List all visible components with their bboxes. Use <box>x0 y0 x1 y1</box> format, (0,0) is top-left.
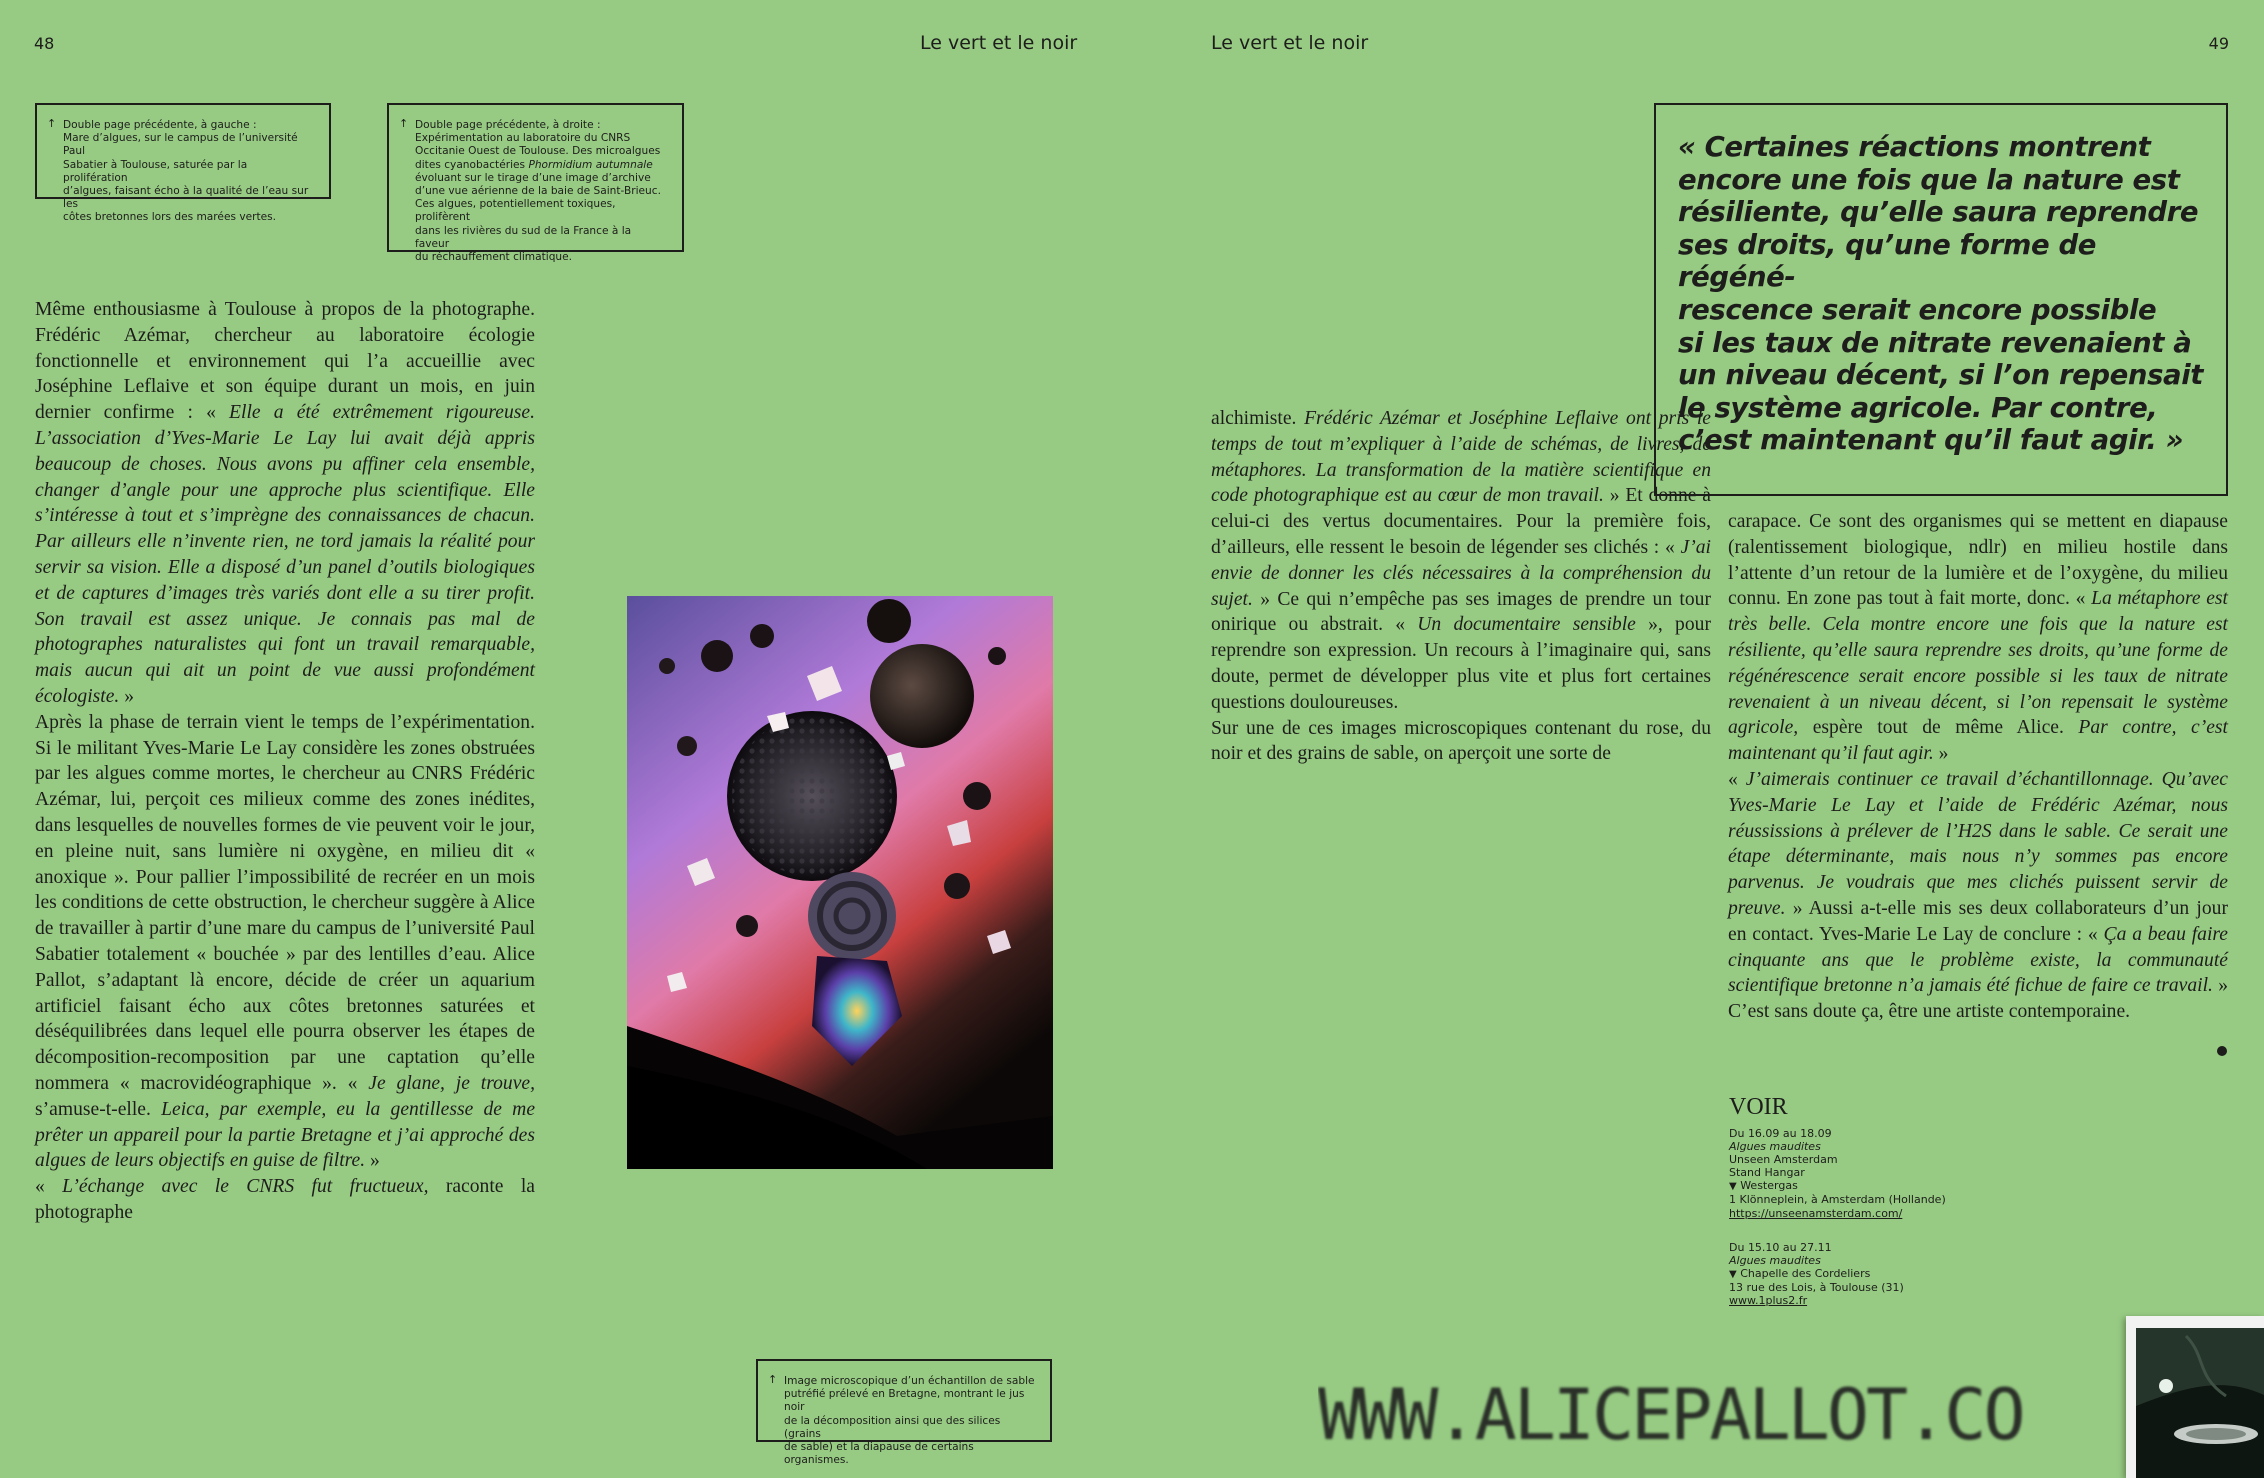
event-toulouse <box>1729 1241 2029 1307</box>
event-address: 13 rue des Lois, à Toulouse (31) <box>1729 1280 1904 1294</box>
voir-section <box>1729 1094 2029 1307</box>
map-pin-icon: ▼ <box>1729 1181 1737 1193</box>
up-arrow-icon: ↑ <box>768 1373 778 1386</box>
right-running-head: Le vert et le noir <box>1211 32 1369 54</box>
caption-text: Double page précédente, à droite : Expérimentation au laboratoire du CNRS Occitanie Ouest de Toulouse. Des microalgues dites cyanobactéries Phormidium autumnale évoluant sur le tirage d’une image d’archive d’une vue aérienne de la baie de Saint-Brieuc. Ces algues, potentiellement toxiques, prolifèrent dans les rivières du sud de la France à la faveur du réchauffement climatique. <box>415 119 661 264</box>
body-column-4 <box>1728 509 2228 1025</box>
event-stand: Stand Hangar <box>1729 1166 1805 1180</box>
website-banner <box>1318 1360 2128 1478</box>
map-pin-icon: ▼ <box>1729 1268 1737 1280</box>
event-dates: Du 16.09 au 18.09 <box>1729 1127 1832 1140</box>
voir-title: VOIR <box>1729 1094 1788 1120</box>
event-dates: Du 15.10 au 27.11 <box>1729 1240 1832 1254</box>
event-venue: Unseen Amsterdam <box>1729 1153 1838 1167</box>
up-arrow-icon: ↑ <box>399 117 409 130</box>
event-link[interactable]: www.1plus2.fr <box>1729 1294 1808 1308</box>
up-arrow-icon: ↑ <box>47 117 57 130</box>
event-location: ▼ Westergas <box>1729 1179 1798 1193</box>
left-running-head: Le vert et le noir <box>920 32 1078 54</box>
body-paragraph: Même enthousiasme à Toulouse à propos de la photographe. Frédéric Azémar, chercheur au laboratoire écologie fonctionnelle et environnement qui l’a accueillie avec Joséphine Leflaive et son équipe durant un mois, en juin dernier confirme : « Elle a été extrêmement rigoureuse. L’association d’Yves-Marie Le Lay lui avait déjà appris beaucoup de choses. Nous avons pu affiner cela ensemble, changer d’angle pour une approche plus scientifique. Elle s’intéresse à tout et s’imprègne des connaissances de chacun. Par ailleurs elle n’invente rien, ne tord jamais la réalité pour servir sa vision. Elle a disposé d’un panel d’outils biologiques et de captures d’images très variés dont elle a su tirer profit. Son travail est assez unique. Je connais pas mal de photographes naturalistes qui font un travail remarquable, mais aucun qui ait un point de vue aussi profondément écologiste. » <box>35 299 535 707</box>
website-banner-text: WWW.ALICEPALLOT.CO <box>1318 1374 2023 1456</box>
caption-text: Image microscopique d’un échantillon de sable putréfié prélevé en Bretagne, montrant le jus noir de la décomposition ainsi que des silices (grains de sable) et la diapause de certains organismes. <box>784 1375 1035 1467</box>
body-paragraph: « J’aimerais continuer ce travail d’échantillonnage. Qu’avec Yves-Marie Le Lay et l’aide de Frédéric Azémar, nous réussissions à prélever de l’H2S dans le sable. Ce serait une étape déterminante, mais nous n’y sommes pas encore parvenus. Je voudrais que mes clichés puissent servir de preuve. » Aussi a-t-elle mis ses deux collaborateurs d’un jour en contact. Yves-Marie Le Lay de conclure : « Ça a beau faire cinquante ans que le problème existe, la communauté scientifique bretonne n’a jamais été fichue de faire ce travail. » C’est sans doute ça, être une artiste contemporaine. <box>1728 768 2228 1023</box>
event-link[interactable]: https://unseenamsterdam.com/ <box>1729 1206 1903 1220</box>
pull-quote-text: « Certaines réactions montrent encore une fois que la nature est résiliente, qu’elle saura reprendre ses droits, qu’une forme de régéné- rescence serait encore possible si les taux de nitrate revenaient à un niveau décent, si l’on repensait le système agricole. Par contre, c’est maintenant qu’il faut agir. » <box>1678 131 2203 457</box>
body-paragraph: alchimiste. Frédéric Azémar et Joséphine Leflaive ont pris le temps de tout m’expliquer à l’aide de schémas, de livres, de métaphores. La transformation de la matière scientifique en code photographique est au cœur de mon travail. » Et donne à celui-ci des vertus documentaires. Pour la première fois, d’ailleurs, elle ressent le besoin de légender ses clichés : « J’ai envie de donner les clés nécessaires à la compréhension du sujet. » Ce qui n’empêche pas ses images de prendre un tour onirique ou abstrait. « Un documentaire sensible », pour reprendre son expression. Un recours à l’imaginaire qui, sans doute, permet de développer plus vite et plus fort certaines questions douloureuses. <box>1211 408 1712 713</box>
caption-box-image <box>756 1359 1052 1467</box>
end-of-article-bullet-icon <box>2217 1046 2227 1056</box>
body-column-3 <box>1211 406 1711 767</box>
pull-quote-box <box>1654 103 2228 496</box>
left-page-number: 48 <box>34 34 55 53</box>
body-column-1 <box>35 297 535 1226</box>
body-paragraph: Sur une de ces images microscopiques contenant du rose, du noir et des grains de sable, on aperçoit une sorte de <box>1211 717 1711 765</box>
event-location: ▼ Chapelle des Cordeliers <box>1729 1266 1871 1280</box>
event-title: Algues maudites <box>1729 1253 1821 1267</box>
right-page-number: 49 <box>2208 34 2229 53</box>
caption-text: Double page précédente, à gauche : Mare d’algues, sur le campus de l’université Paul Sabatier à Toulouse, saturée par la prolifération d’algues, faisant écho à la qualité de l’eau sur les côtes bretonnes lors des marées vertes. <box>63 119 309 224</box>
caption-box-previous-right <box>387 103 684 264</box>
corner-thumbnail-photo <box>2126 1316 2264 1478</box>
body-paragraph: « L’échange avec le CNRS fut fructueux, raconte la photographe <box>35 1176 535 1223</box>
body-paragraph: Après la phase de terrain vient le temps de l’expérimentation. Si le militant Yves-Marie Le Lay considère les zones obstruées par les algues comme mortes, le chercheur au CNRS Frédéric Azémar, lui, perçoit ces milieux comme des zones inédites, dans lesquelles de nouvelles formes de vie peuvent voir le jour, en pleine nuit, sans lumière ni oxygène, en milieu dit « anoxique ». Pour pallier l’impossibilité de recréer en un mois les conditions de cette obstruction, le chercheur suggère à Alice de travailler à partir d’une mare du campus de l’université Paul Sabatier totalement « bouchée » par des lentilles d’eau. Alice Pallot, s’adaptant là encore, décide de créer un aquarium artificiel faisant écho aux côtes bretonnes saturées et déséquilibrées dans lequel elle pourra observer les étapes de décomposition-recomposition par une captation qu’elle nommera « macrovidéographique ». « Je glane, je trouve, s’amuse-t-elle. Leica, par exemple, eu la gentillesse de me prêter un appareil pour la partie Bretagne et j’ai approché des algues de leurs objectifs en guise de filtre. » <box>35 711 536 1172</box>
event-title: Algues maudites <box>1729 1140 1821 1154</box>
body-paragraph: carapace. Ce sont des organismes qui se mettent en diapause (ralentissement biologique, ndlr) en milieu hostile dans l’attente d’un retour de la lumière et de l’oxygène, du milieu connu. En zone pas tout à fait morte, donc. « La métaphore est très belle. Cela montre encore une fois que la nature est résiliente, qu’elle saura reprendre ses droits, qu’une forme de régénérescence serait encore possible si les taux de nitrate revenaient à un niveau décent, si l’on repensait le système agricole, espère tout de même Alice. Par contre, c’est maintenant qu’il faut agir. » <box>1728 511 2228 765</box>
event-amsterdam <box>1729 1127 2029 1220</box>
caption-box-previous-left <box>35 103 331 224</box>
microscope-photo <box>627 596 1053 1169</box>
event-address: 1 Klönneplein, à Amsterdam (Hollande) <box>1729 1193 1946 1207</box>
